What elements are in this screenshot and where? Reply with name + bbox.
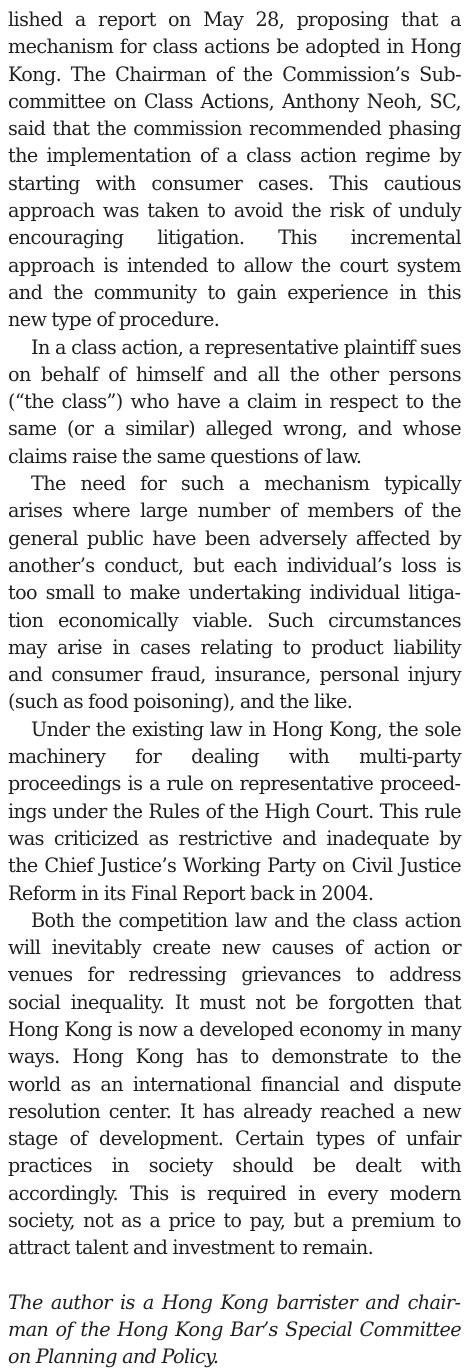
paragraph-competition-law: Both the competition law and the class action will inevitably create new causes of action or venues for redressing grievances to address social inequality. It must not be forgotten that Hong Kong is now a developed economy in many ways. Hong Kong has to demonstrate to the world as an international financial and dispute resolution center. It has already reached a new stage of development. Certain types of unfair practices in society should be dealt with accordingly. This is required in every modern society, not as a price to pay, but a premium to attract talent and investment to remain.: [8, 908, 461, 1260]
author-byline: The author is a Hong Kong barrister and chairman of the Hong Kong Bar’s Special Committee on Planning and Policy.: [8, 1290, 461, 1369]
paragraph-mechanism-need: The need for such a mechanism typically arises where large number of members of the general public have been adversely affected by another’s conduct, but each individual’s loss is too small to make undertaking individual litigation economically viable. Such circumstances may arise in cases relating to product liability and consumer fraud, insurance, personal injury (such as food poisoning), and the like.: [8, 472, 461, 714]
paragraph-existing-law: Under the existing law in Hong Kong, the sole machinery for dealing with multi-party proceedings is a rule on representative proceedings under the Rules of the High Court. This rule was criticized as restrictive and inadequate by the Chief Justice’s Working Party on Civil Justice Reform in its Final Report back in 2004.: [8, 717, 461, 905]
paragraph-class-action-report: lished a report on May 28, proposing that a mechanism for class actions be adopted in Hong Kong. The Chairman of the Commission’s Sub-committee on Class Actions, Anthony Neoh, SC, said that the commission recommended phasing the implementation of a class action regime by starting with consumer cases. This cautious approach was taken to avoid the risk of unduly encouraging litigation. This incremental approach is intended to allow the court system and the community to gain experience in this new type of procedure.: [8, 8, 461, 332]
paragraph-class-action-definition: In a class action, a representative plaintiff sues on behalf of himself and all the other persons (“the class”) who have a claim in respect to the same (or a similar) alleged wrong, and whose claims raise the same questions of law.: [8, 335, 461, 468]
byline-spacer: [8, 1262, 461, 1289]
